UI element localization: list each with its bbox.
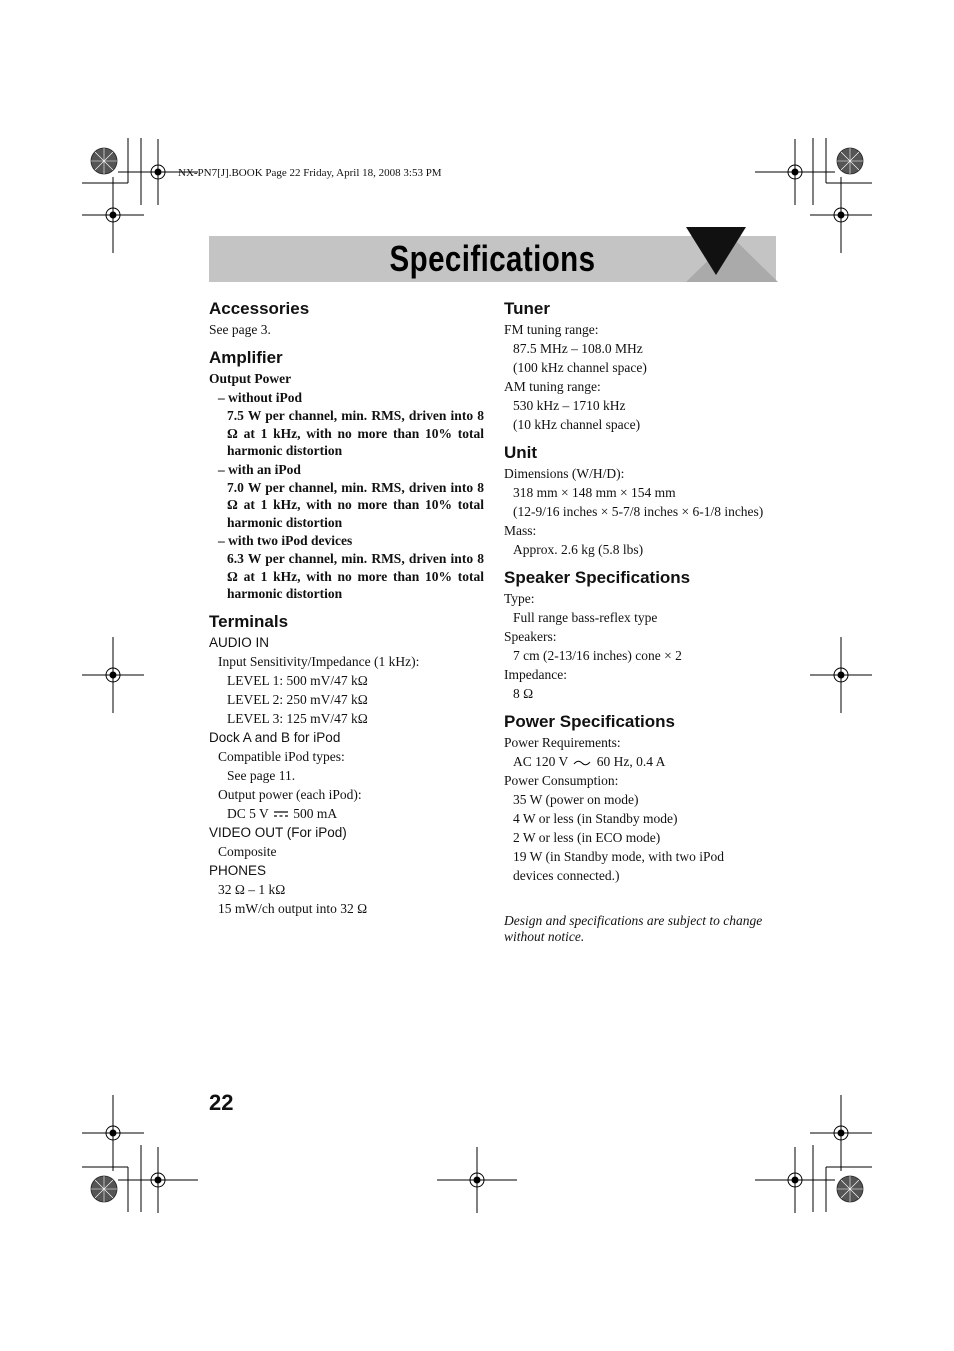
page-number: 22 <box>209 1090 234 1115</box>
power-req-value <box>504 752 784 771</box>
fm-space: (100 kHz channel space) <box>513 360 647 375</box>
tuner-heading: Tuner <box>504 299 550 318</box>
amplifier-section <box>209 347 484 603</box>
phones-impedance: 32 Ω – 1 kΩ <box>218 881 286 897</box>
consumption-3: 2 W or less (in ECO mode) <box>513 830 661 845</box>
with-ipod-text: 7.0 W per channel, min. RMS, driven into 8 Ω at 1 kHz, with no more than 10% total harmonic distortion <box>227 479 484 530</box>
mass-label: Mass: <box>504 523 537 538</box>
consumption-2: 4 W or less (in Standby mode) <box>513 811 678 826</box>
dc-prefix: DC 5 V <box>227 805 269 821</box>
power-section <box>504 711 784 885</box>
page-title: Specifications <box>389 238 596 279</box>
fm-label: FM tuning range: <box>504 322 599 337</box>
terminals-section <box>209 611 484 918</box>
am-label: AM tuning range: <box>504 379 601 394</box>
impedance-value: 8 Ω <box>513 686 534 701</box>
phones-label: PHONES <box>209 862 267 878</box>
accessories-heading: Accessories <box>209 299 310 318</box>
impedance-label: Impedance: <box>504 667 567 682</box>
am-range: 530 kHz – 1710 kHz <box>513 398 626 413</box>
power-heading: Power Specifications <box>504 712 675 731</box>
with-two-ipod-label: – with two iPod devices <box>218 533 353 548</box>
ac-symbol-icon <box>573 759 591 767</box>
dimensions-inches: (12-9/16 inches × 5-7/8 inches × 6-1/8 inches) <box>513 504 764 519</box>
design-note: Design and specifications are subject to change without notice. <box>504 913 763 944</box>
mass-value: Approx. 2.6 kg (5.8 lbs) <box>513 542 644 557</box>
fm-range: 87.5 MHz – 108.0 MHz <box>513 341 643 356</box>
without-ipod-text: 7.5 W per channel, min. RMS, driven into 8 Ω at 1 kHz, with no more than 10% total harmonic distortion <box>227 408 484 458</box>
type-value: Full range bass-reflex type <box>513 610 658 625</box>
input-sensitivity-label: Input Sensitivity/Impedance (1 kHz): <box>218 653 420 669</box>
accessories-text: See page 3. <box>209 322 271 337</box>
power-consumption-label: Power Consumption: <box>504 773 619 788</box>
dock-label: Dock A and B for iPod <box>209 729 341 745</box>
output-power-label: Output Power <box>209 371 292 386</box>
amplifier-heading: Amplifier <box>209 348 283 367</box>
video-out-label: VIDEO OUT (For iPod) <box>209 824 347 840</box>
without-ipod-label: – without iPod <box>218 390 303 405</box>
speakers-value: 7 cm (2-13/16 inches) cone × 2 <box>513 648 682 663</box>
ac-suffix: 60 Hz, 0.4 A <box>596 754 666 769</box>
unit-section <box>504 442 784 559</box>
am-space: (10 kHz channel space) <box>513 417 641 432</box>
output-power-each-label: Output power (each iPod): <box>218 786 362 802</box>
dimensions-label: Dimensions (W/H/D): <box>504 466 625 481</box>
speakers-label: Speakers: <box>504 629 557 644</box>
with-ipod-label: – with an iPod <box>218 461 301 477</box>
dimensions-mm: 318 mm × 148 mm × 154 mm <box>513 485 676 500</box>
composite-text: Composite <box>218 843 277 859</box>
compatible-types-label: Compatible iPod types: <box>218 748 345 764</box>
speaker-heading: Speaker Specifications <box>504 568 691 587</box>
dc-symbol-icon <box>274 810 288 818</box>
print-header-note: NX-PN7[J].BOOK Page 22 Friday, April 18, 2008 3:53 PM <box>178 167 442 179</box>
type-label: Type: <box>504 591 535 606</box>
left-column <box>209 298 484 926</box>
dc-suffix: 500 mA <box>293 805 338 821</box>
phones-output: 15 mW/ch output into 32 Ω <box>218 900 368 916</box>
consumption-4a: 19 W (in Standby mode, with two iPod <box>513 849 725 864</box>
dc-output <box>209 804 484 823</box>
ac-prefix: AC 120 V <box>513 754 569 769</box>
tuner-section <box>504 298 784 434</box>
see-page-11: See page 11. <box>227 767 296 783</box>
terminals-heading: Terminals <box>209 611 289 631</box>
consumption-1: 35 W (power on mode) <box>513 792 639 807</box>
level-2: LEVEL 2: 250 mV/47 kΩ <box>227 691 368 707</box>
power-req-label: Power Requirements: <box>504 735 621 750</box>
consumption-4b: devices connected.) <box>513 868 620 883</box>
speaker-section <box>504 567 784 703</box>
level-3: LEVEL 3: 125 mV/47 kΩ <box>227 710 368 726</box>
level-1: LEVEL 1: 500 mV/47 kΩ <box>227 672 368 688</box>
right-column <box>504 298 784 945</box>
with-two-ipod-text: 6.3 W per channel, min. RMS, driven into 8 Ω at 1 kHz, with no more than 10% total harmonic distortion <box>227 551 484 601</box>
unit-heading: Unit <box>504 443 538 462</box>
audio-in-label: AUDIO IN <box>209 634 270 650</box>
accessories-section <box>209 298 484 339</box>
